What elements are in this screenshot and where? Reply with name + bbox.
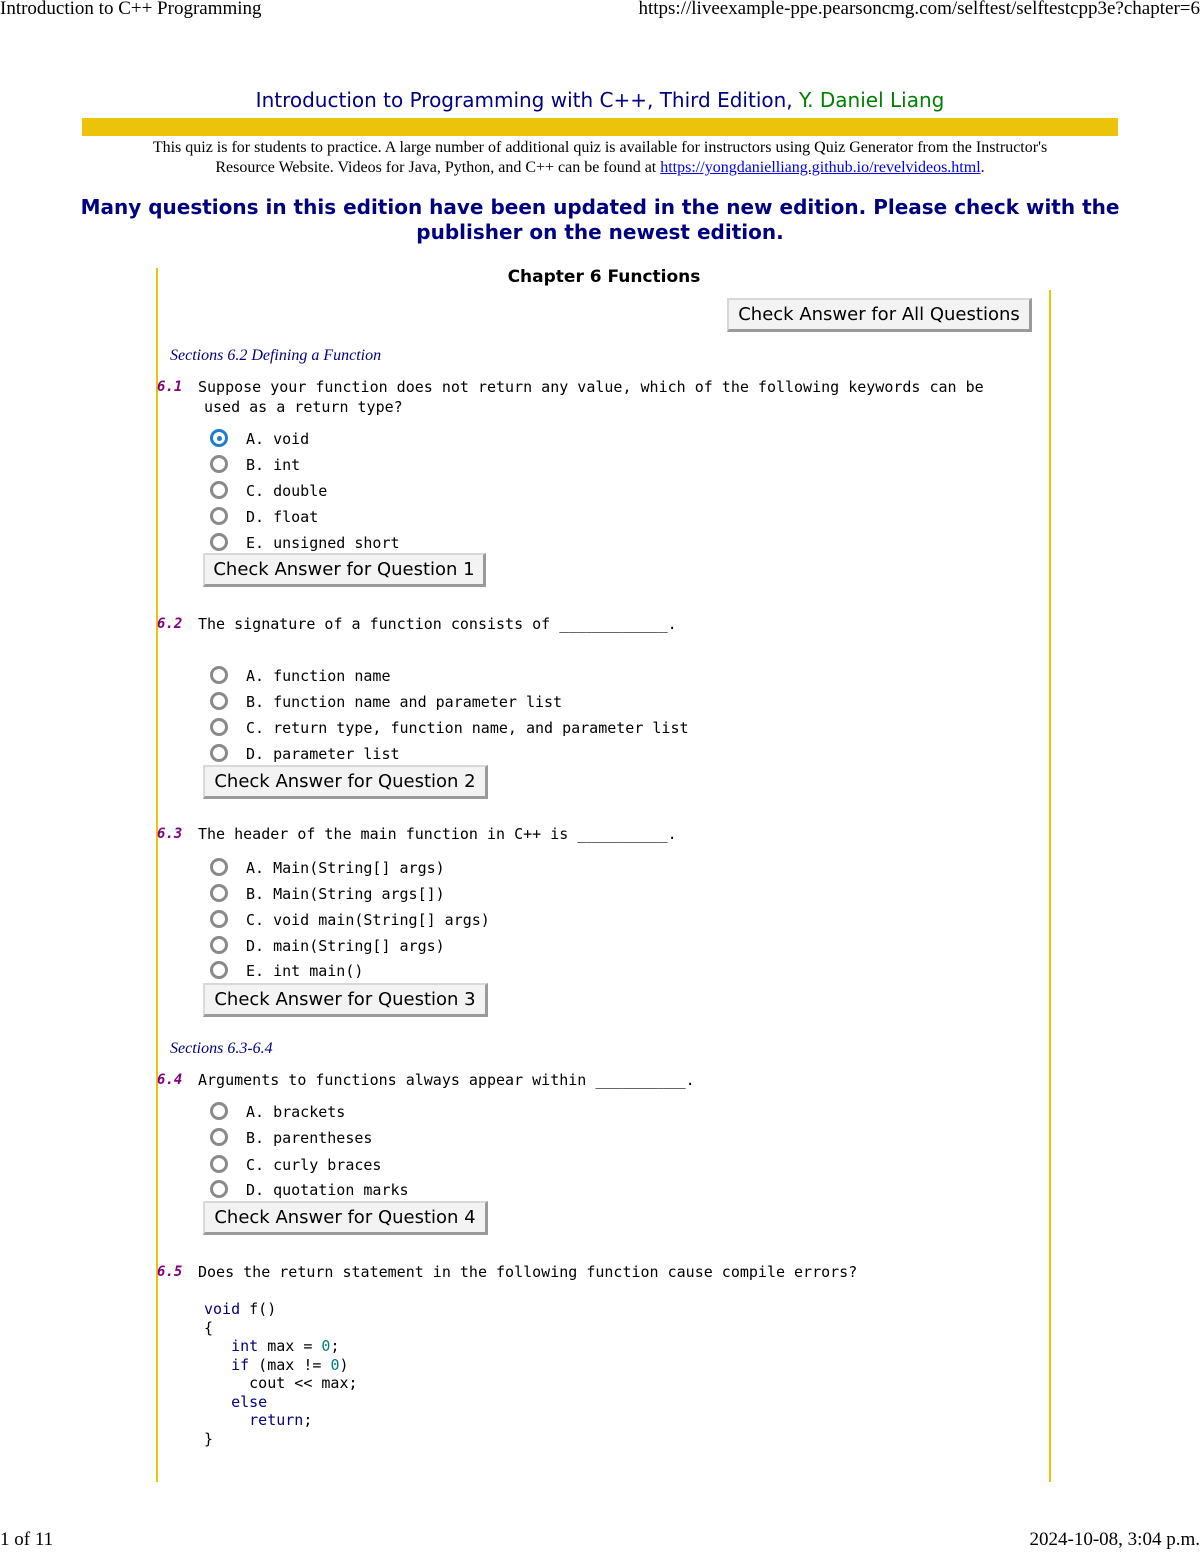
question-text — [198, 377, 998, 417]
answer-option[interactable] — [210, 1101, 810, 1125]
answer-option-label: A. void — [246, 430, 310, 448]
code-token: ) — [339, 1355, 349, 1374]
answer-option-label: C. double — [246, 482, 328, 500]
quiz-right-border — [1049, 290, 1051, 1482]
radio-button[interactable] — [210, 1155, 228, 1173]
print-header-url: https://liveexample-ppe.pearsoncmg.com/selftest/selftestcpp3e?chapter=6 — [638, 0, 1200, 19]
code-snippet — [204, 1300, 358, 1448]
radio-button[interactable] — [210, 858, 228, 876]
answer-option[interactable] — [210, 883, 810, 907]
question-text — [198, 1262, 998, 1282]
answer-option-label: C. void main(String[] args) — [246, 911, 490, 929]
radio-button[interactable] — [210, 455, 228, 473]
question-number: 6.5 — [157, 1264, 183, 1280]
radio-button[interactable] — [210, 884, 228, 902]
answer-option-label: B. int — [246, 456, 301, 474]
answer-option-label: D. parameter list — [246, 745, 400, 763]
book-author: Y. Daniel Liang — [799, 88, 945, 112]
answer-option[interactable] — [210, 960, 810, 984]
check-answer-q4-button[interactable]: Check Answer for Question 4 — [203, 1201, 488, 1235]
print-header-title: Introduction to C++ Programming — [0, 0, 262, 19]
answer-option[interactable] — [210, 1179, 810, 1203]
question-number: 6.1 — [157, 379, 183, 395]
intro-line2-after: . — [980, 159, 985, 176]
radio-button[interactable] — [210, 666, 228, 684]
radio-button[interactable] — [210, 1128, 228, 1146]
answer-option-label: A. function name — [246, 667, 391, 685]
answer-option[interactable] — [210, 909, 810, 933]
print-footer — [0, 1527, 1200, 1553]
question-number: 6.2 — [157, 616, 183, 632]
book-title-text: Introduction to Programming with C++, Third Edition, — [255, 88, 800, 112]
radio-button[interactable] — [210, 718, 228, 736]
answer-option-label: A. brackets — [246, 1103, 346, 1121]
answer-option-label: D. float — [246, 508, 319, 526]
check-answer-q3-button[interactable]: Check Answer for Question 3 — [203, 983, 488, 1017]
answer-option[interactable] — [210, 717, 810, 741]
answer-option-label: C. return type, function name, and parameter list — [246, 719, 689, 737]
question-text — [198, 1070, 998, 1090]
quiz-left-border — [156, 268, 158, 1482]
code-token: return — [249, 1411, 304, 1429]
section-title: Sections 6.2 Defining a Function — [170, 347, 382, 364]
intro-line2 — [100, 158, 1100, 178]
code-token: cout << max; — [249, 1374, 358, 1392]
code-token: int — [231, 1337, 259, 1355]
radio-button[interactable] — [210, 1180, 228, 1198]
answer-option-label: B. function name and parameter list — [246, 693, 563, 711]
header-divider-bar — [82, 118, 1118, 136]
question-text — [198, 824, 998, 844]
edition-notice: Many questions in this edition have been updated in the new edition. Please check with the publisher on the newest edition. — [80, 195, 1120, 244]
code-token: 0 — [321, 1337, 331, 1355]
radio-button[interactable] — [210, 936, 228, 954]
intro-line2-before: Resource Website. Videos for Java, Python, and C++ can be found at — [215, 159, 661, 176]
print-timestamp: 2024-10-08, 3:04 p.m. — [1029, 1529, 1200, 1550]
answer-option[interactable] — [210, 1127, 810, 1151]
question-text-line: Does the return statement in the following function cause compile errors? — [198, 1263, 858, 1281]
section-title: Sections 6.3-6.4 — [170, 1040, 273, 1057]
answer-option-label: A. Main(String[] args) — [246, 859, 445, 877]
radio-button[interactable] — [210, 533, 228, 551]
code-token: ; — [330, 1337, 340, 1355]
code-token: ; — [303, 1411, 313, 1429]
question-text — [198, 614, 998, 634]
code-token: { — [204, 1318, 214, 1337]
answer-option[interactable] — [210, 480, 810, 504]
answer-option[interactable] — [210, 454, 810, 478]
code-token: if — [231, 1355, 250, 1374]
question-text-line: Suppose your function does not return any value, which of the following keywords can be — [198, 378, 984, 396]
code-token: } — [204, 1429, 214, 1448]
code-token: 0 — [330, 1355, 340, 1374]
check-answer-q1-button[interactable]: Check Answer for Question 1 — [203, 553, 486, 587]
code-token: (max != — [249, 1355, 331, 1374]
question-text-line: Arguments to functions always appear within __________. — [198, 1071, 695, 1089]
intro-text — [100, 138, 1100, 178]
answer-option-label: D. quotation marks — [246, 1181, 409, 1199]
book-title — [0, 88, 1200, 112]
chapter-title: Chapter 6 Functions — [507, 267, 701, 287]
answer-option[interactable] — [210, 935, 810, 959]
answer-option-label: C. curly braces — [246, 1156, 382, 1174]
radio-button-selected[interactable] — [210, 429, 228, 447]
answer-option[interactable] — [210, 506, 810, 530]
answer-option[interactable] — [210, 428, 810, 452]
answer-option-label: B. parentheses — [246, 1129, 373, 1147]
radio-button[interactable] — [210, 744, 228, 762]
print-header — [0, 0, 1200, 22]
answer-option-label: E. unsigned short — [246, 534, 400, 552]
answer-option-label: D. main(String[] args) — [246, 937, 445, 955]
code-token: max = — [258, 1337, 322, 1355]
radio-button[interactable] — [210, 481, 228, 499]
intro-line1: This quiz is for students to practice. A large number of additional quiz is available for instructors using Quiz Generator from the Instructor's — [152, 139, 1048, 156]
question-text-line: used as a return type? — [204, 398, 403, 416]
check-all-answers-button[interactable]: Check Answer for All Questions — [727, 298, 1032, 332]
question-text-line: The signature of a function consists of ____________. — [198, 615, 677, 633]
answer-option[interactable] — [210, 743, 810, 767]
question-number: 6.3 — [157, 826, 183, 842]
answer-option[interactable] — [210, 691, 810, 715]
answer-option[interactable] — [210, 1154, 810, 1178]
answer-option[interactable] — [210, 857, 810, 881]
code-token: f() — [240, 1300, 277, 1318]
radio-button[interactable] — [210, 692, 228, 710]
answer-option[interactable] — [210, 665, 810, 689]
question-text-line: The header of the main function in C++ is __________. — [198, 825, 677, 843]
radio-button[interactable] — [210, 910, 228, 928]
code-token: void — [204, 1300, 241, 1318]
page-count: 1 of 11 — [0, 1529, 54, 1550]
radio-button[interactable] — [210, 1102, 228, 1120]
radio-button[interactable] — [210, 961, 228, 979]
revel-videos-link[interactable]: https://yongdanielliang.github.io/revelvideos.html — [660, 159, 981, 176]
radio-button[interactable] — [210, 507, 228, 525]
answer-option-label: E. int main() — [246, 962, 364, 980]
answer-option-label: B. Main(String args[]) — [246, 885, 445, 903]
question-number: 6.4 — [157, 1072, 183, 1088]
check-answer-q2-button[interactable]: Check Answer for Question 2 — [203, 765, 488, 799]
code-token: else — [231, 1392, 268, 1411]
